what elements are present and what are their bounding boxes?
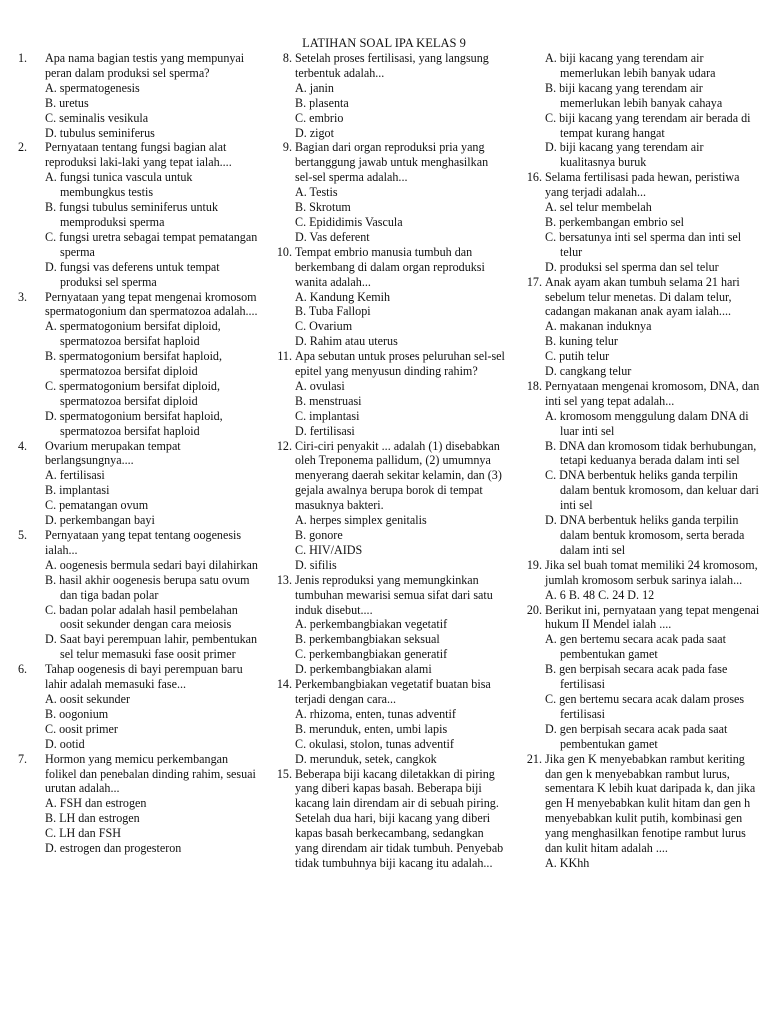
question-item (268, 51, 506, 140)
question-number: 5. (18, 528, 28, 542)
answer-option: B. kuning telur (545, 334, 618, 349)
answer-option: D. zigot (295, 125, 334, 140)
answer-option: A. janin (295, 80, 334, 95)
answer-option: C. biji kacang yang terendam air berada di tempat kurang hangat (545, 110, 751, 140)
answer-option: D. ootid (45, 736, 85, 751)
question-number: 14. (276, 677, 292, 692)
answer-option: A. rhizoma, enten, tunas adventif (295, 706, 456, 721)
question-number: 18. (526, 378, 542, 393)
answer-option: D. cangkang telur (545, 364, 632, 379)
question-number: 17. (526, 274, 542, 289)
question-item (268, 439, 506, 573)
answer-option: A. makanan induknya (545, 319, 652, 334)
answer-option: C. bersatunya inti sel sperma dan inti sel telur (545, 229, 742, 259)
answer-option: D. biji kacang yang terendam air kualitasnya buruk (545, 140, 704, 170)
question-item (18, 662, 258, 751)
question-number: 8. (282, 51, 292, 65)
answer-option: B. Tuba Fallopi (295, 304, 371, 319)
answer-option: D. fungsi vas deferens untuk tempat produksi sel sperma (45, 259, 220, 289)
answer-option: A. gen bertemu secara acak pada saat pembentukan gamet (545, 632, 726, 662)
answer-option: C. oosit primer (45, 721, 118, 736)
question-text: Beberapa biji kacang diletakkan di piring yang diberi kapas basah. Beberapa biji kacang lain direndam air di sebuah piring. Setelah dua hari, biji kacang yang diberi kapas basah berkecambang, sedangkan yang direndam air tidak tumbuh. Penyebab tidak tumbuhnya biji kacang itu adalah... (295, 766, 504, 870)
answer-option: C. implantasi (295, 408, 360, 423)
answer-option: B. LH dan estrogen (45, 811, 140, 826)
question-text: Pernyataan tentang fungsi bagian alat reproduksi laki-laki yang tepat ialah.... (45, 140, 232, 170)
answer-option: B. perkembangbiakan seksual (295, 632, 440, 647)
answer-option: B. biji kacang yang terendam air memerlukan lebih banyak cahaya (545, 80, 723, 110)
question-item (268, 573, 506, 677)
question-text: Jika gen K menyebabkan rambut keriting dan gen k menyebabkan rambut lurus, sementara K lebih kuat daripada k, dan jika gen H menyebabkan kulit hitam dan gen h menyebabkan kulit putih, kombinasi gen yang menghasilkan fenotipe rambut lurus dan kulit hitam adalah .... (545, 751, 756, 856)
question-number: 3. (18, 289, 28, 304)
question-item (518, 603, 760, 752)
answer-option: A. oosit sekunder (45, 691, 130, 706)
answer-option: C. badan polar adalah hasil pembelahan oosit sekunder dengan cara meiosis (45, 602, 238, 632)
question-number: 21. (526, 751, 542, 766)
question-text: Pernyataan yang tepat tentang oogenesis ialah... (45, 528, 242, 557)
question-number: 6. (18, 662, 28, 677)
answer-option: A. Kandung Kemih (295, 289, 391, 304)
answer-option: A. ovulasi (295, 378, 345, 393)
page-title: LATIHAN SOAL IPA KELAS 9 (302, 36, 466, 50)
answer-option: C. fungsi uretra sebagai tempat pematangan sperma (45, 229, 258, 259)
answer-option: A. herpes simplex genitalis (295, 513, 427, 528)
question-number: 2. (18, 140, 28, 155)
answer-option: A. Testis (295, 185, 338, 200)
answer-option: B. spermatogonium bersifat haploid, spermatozoa bersifat diploid (45, 349, 223, 379)
question-text: Setelah proses fertilisasi, yang langsung terbentuk adalah... (295, 51, 489, 80)
answer-option: D. merunduk, setek, cangkok (295, 751, 437, 766)
question-text: Apa nama bagian testis yang mempunyai peran dalam produksi sel sperma? (45, 51, 245, 80)
question-item (518, 275, 760, 379)
answer-option: A. FSH dan estrogen (45, 796, 147, 811)
question-number: 20. (526, 602, 542, 617)
answer-option: C. gen bertemu secara acak dalam proses fertilisasi (545, 691, 745, 721)
answer-option: D. spermatogonium bersifat haploid, spermatozoa bersifat haploid (45, 408, 223, 438)
question-item (268, 140, 506, 244)
answer-option: A. spermatogenesis (45, 80, 140, 95)
answer-option: C. spermatogonium bersifat diploid, spermatozoa bersifat diploid (45, 378, 220, 408)
question-item (268, 677, 506, 766)
answer-option: A. oogenesis bermula sedari bayi dilahirkan (45, 557, 258, 572)
question-number: 13. (276, 572, 292, 587)
question-number: 10. (276, 244, 292, 259)
question-text: Ciri-ciri penyakit ... adalah (1) disebabkan oleh Treponema pallidum, (2) umumnya menyerang daerah sekitar kelamin, dan (3) gejala awalnya berupa borok di tempat masuknya bakteri. (295, 438, 502, 513)
question-number: 7. (18, 751, 28, 766)
answer-option: A. sel telur membelah (545, 200, 652, 215)
column-right (518, 51, 760, 871)
question-item (518, 51, 760, 170)
answer-option: D. estrogen dan progesteron (45, 841, 182, 856)
answer-option: D. DNA berbentuk heliks ganda terpilin dalam bentuk kromosom, serta berada dalam inti sel (545, 513, 745, 557)
question-number: 16. (526, 170, 542, 185)
question-item (518, 379, 760, 558)
question-number: 4. (18, 438, 28, 453)
answer-option: D. Vas deferent (295, 229, 370, 244)
answer-option: C. embrio (295, 110, 344, 125)
answer-option: B. Skrotum (295, 200, 351, 215)
question-text: Berikut ini, pernyataan yang tepat mengenai hukum II Mendel ialah .... (545, 602, 760, 632)
answer-option: A. perkembangbiakan vegetatif (295, 617, 448, 632)
question-text: Tempat embrio manusia tumbuh dan berkembang di dalam organ reproduksi wanita adalah... (295, 244, 485, 289)
question-item (268, 349, 506, 438)
answer-option: C. Ovarium (295, 319, 353, 334)
question-text: Jenis reproduksi yang memungkinkan tumbuhan mewarisi semua sifat dari satu induk disebut.... (295, 572, 493, 617)
question-text: Tahap oogenesis di bayi perempuan baru lahir adalah memasuki fase... (45, 662, 243, 692)
question-number: 11. (277, 349, 292, 364)
answer-option: C. DNA berbentuk heliks ganda terpilin dalam bentuk kromosom, dan keluar dari inti sel (545, 468, 759, 513)
question-item (268, 245, 506, 349)
question-text: Hormon yang memicu perkembangan folikel dan penebalan dinding rahim, sesuai urutan adalah... (45, 751, 256, 796)
column-middle (268, 51, 506, 871)
answer-option: A. kromosom menggulung dalam DNA di luar inti sel (545, 408, 749, 438)
answer-option: C. seminalis vesikula (45, 110, 149, 125)
question-text: Pernyataan yang tepat mengenai kromosom spermatogonium dan spermatozoa adalah.... (45, 289, 258, 319)
question-item (18, 439, 258, 528)
question-item (18, 140, 258, 289)
answer-option: B. hasil akhir oogenesis berupa satu ovum dan tiga badan polar (45, 572, 250, 602)
question-text: Anak ayam akan tumbuh selama 21 hari sebelum telur menetas. Di dalam telur, cadangan makanan anak ayam ialah.... (545, 274, 740, 319)
answer-option: D. Saat bayi perempuan lahir, pembentukan sel telur memasuki fase oosit primer (45, 632, 258, 662)
answer-option: A. biji kacang yang terendam air memerlukan lebih banyak udara (545, 51, 716, 80)
answer-option: A. KKhh (545, 855, 590, 870)
answer-option: C. pematangan ovum (45, 498, 149, 513)
answer-option: B. oogonium (45, 706, 109, 721)
question-text: Ovarium merupakan tempat berlangsungnya.... (45, 438, 181, 468)
column-left (18, 51, 258, 856)
answer-option: B. menstruasi (295, 393, 362, 408)
answer-option: A. fungsi tunica vascula untuk membungkus testis (45, 170, 193, 200)
answer-option: C. okulasi, stolon, tunas adventif (295, 736, 454, 751)
answer-option: D. gen berpisah secara acak pada saat pembentukan gamet (545, 721, 728, 751)
question-item (268, 767, 506, 871)
answer-option: B. perkembangan embrio sel (545, 214, 685, 229)
answer-option: C. Epididimis Vascula (295, 214, 403, 229)
question-number: 1. (18, 51, 28, 65)
question-text: Perkembangbiakan vegetatif buatan bisa terjadi dengan cara... (295, 677, 491, 706)
answer-option: B. fungsi tubulus seminiferus untuk memproduksi sperma (45, 200, 219, 229)
answer-option: C. perkembangbiakan generatif (295, 647, 448, 662)
question-item (18, 752, 258, 856)
question-item (18, 528, 258, 662)
answer-option: A. fertilisasi (45, 468, 105, 483)
question-text: Bagian dari organ reproduksi pria yang bertanggung jawab untuk menghasilkan sel-sel sperma adalah... (295, 140, 489, 185)
answer-option: D. tubulus seminiferus (45, 125, 155, 140)
question-text: Pernyataan mengenai kromosom, DNA, dan inti sel yang tepat adalah... (545, 378, 760, 408)
question-text: Selama fertilisasi pada hewan, peristiwa yang terjadi adalah... (545, 170, 740, 200)
answer-option: B. gonore (295, 528, 343, 542)
answer-option: D. fertilisasi (295, 423, 355, 438)
answer-option: C. LH dan FSH (45, 826, 121, 841)
question-item (518, 558, 760, 603)
answer-option: B. merunduk, enten, umbi lapis (295, 721, 448, 736)
answer-option: B. DNA dan kromosom tidak berhubungan, tetapi keduanya berada dalam inti sel (545, 438, 757, 468)
answer-option: D. Rahim atau uterus (295, 334, 398, 349)
answer-option: A. spermatogonium bersifat diploid, spermatozoa bersifat haploid (45, 319, 221, 349)
question-item (18, 51, 258, 140)
answer-option: D. perkembangan bayi (45, 513, 155, 528)
question-item (518, 752, 760, 871)
question-number: 12. (276, 438, 292, 453)
question-text: Jika sel buah tomat memiliki 24 kromosom, jumlah kromosom serbuk sarinya ialah... (545, 557, 758, 587)
answer-option: D. produksi sel sperma dan sel telur (545, 259, 719, 274)
question-item (18, 290, 258, 439)
question-number: 15. (276, 766, 292, 781)
answer-option: B. gen berpisah secara acak pada fase fertilisasi (545, 662, 728, 692)
answer-option: C. HIV/AIDS (295, 542, 363, 557)
answer-option: B. uretus (45, 95, 89, 110)
question-number: 9. (282, 140, 292, 155)
answer-option: D. sifilis (295, 557, 337, 572)
question-number: 19. (526, 557, 542, 572)
answer-option: A. 6 B. 48 C. 24 D. 12 (545, 587, 655, 602)
answer-option: C. putih telur (545, 349, 610, 364)
answer-option: D. perkembangbiakan alami (295, 662, 432, 677)
answer-option: B. implantasi (45, 483, 110, 498)
question-text: Apa sebutan untuk proses peluruhan sel-sel epitel yang menyusun dinding rahim? (295, 349, 505, 379)
question-item (518, 170, 760, 274)
answer-option: B. plasenta (295, 95, 349, 110)
